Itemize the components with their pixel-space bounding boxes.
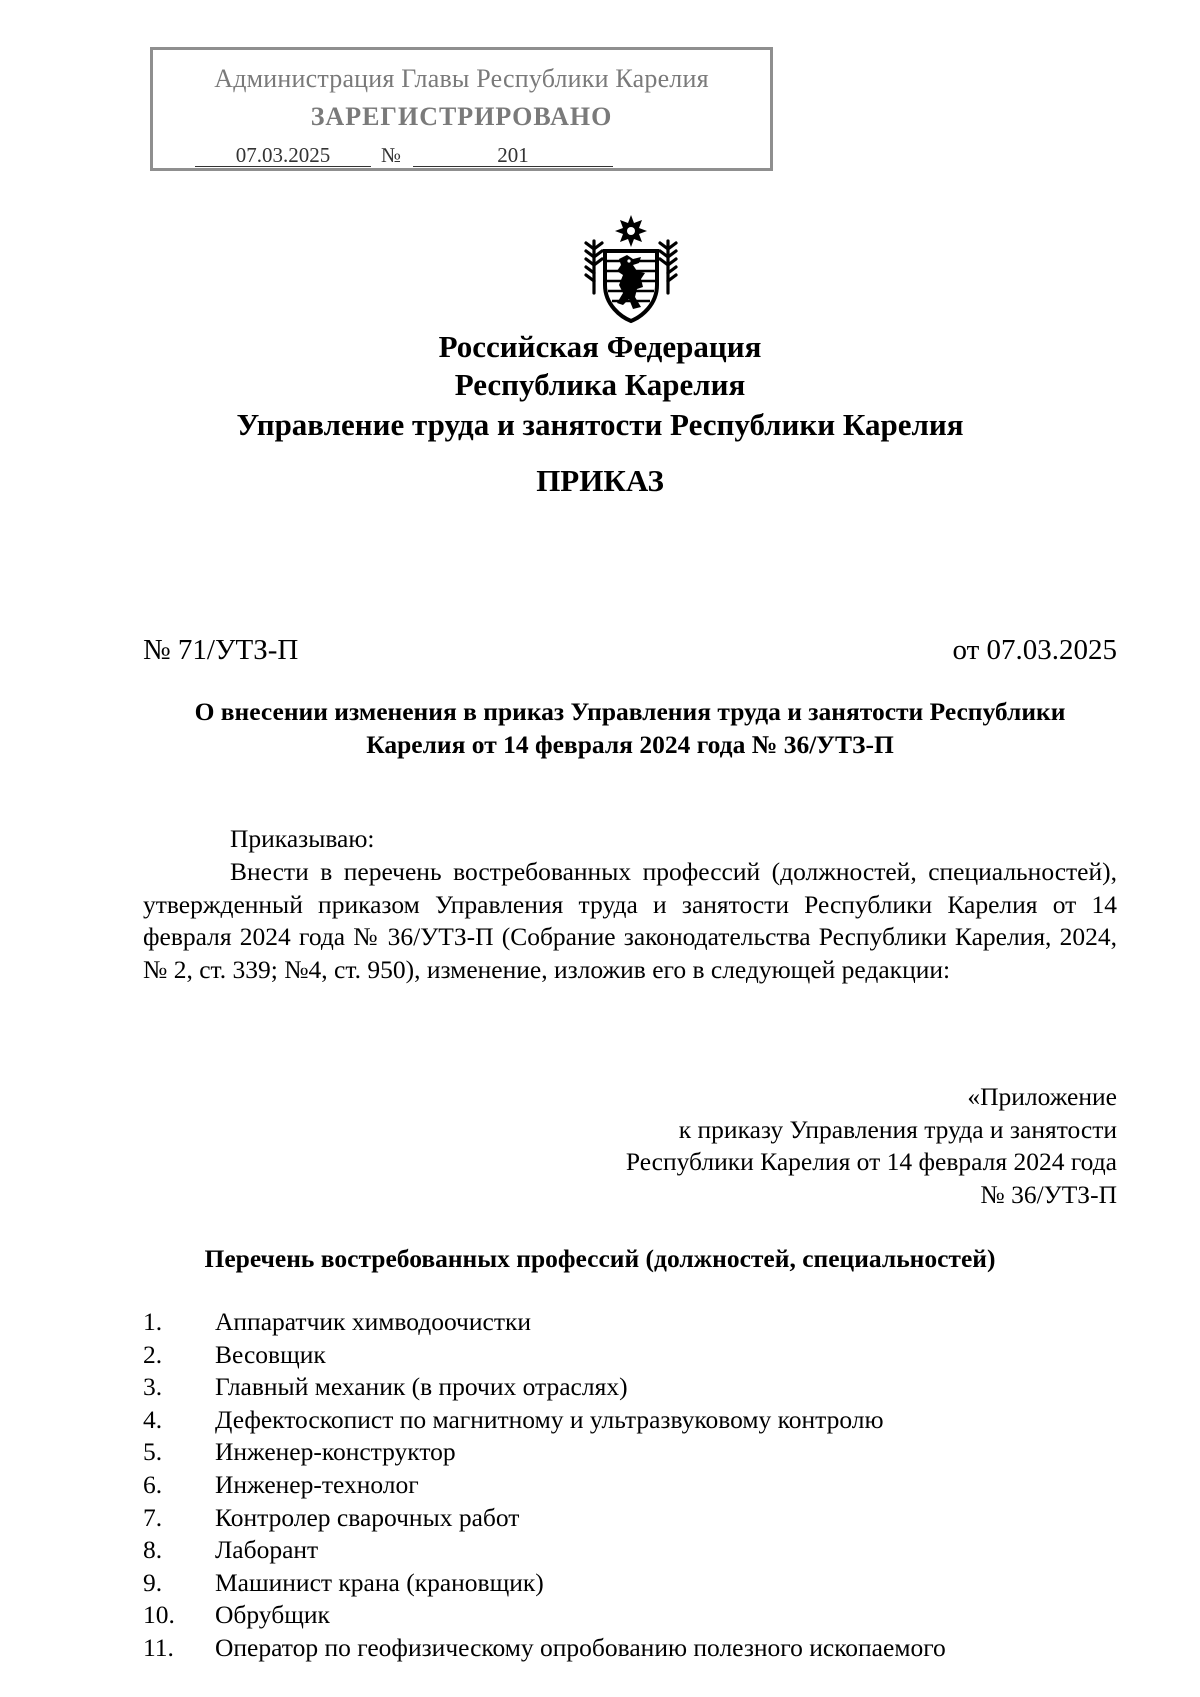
annex-line: «Приложение — [967, 1082, 1117, 1111]
stamp-number-label: № — [381, 143, 402, 167]
order-intro: Приказываю: — [230, 824, 375, 853]
list-item-number: 6. — [143, 1469, 163, 1499]
annex-line: Республики Карелия от 14 февраля 2024 года — [625, 1147, 1117, 1176]
profession-list — [143, 1306, 1117, 1665]
list-item-text: Обрубщик — [215, 1600, 330, 1630]
annex-reference — [626, 1081, 1117, 1211]
list-item-text: Лаборант — [215, 1535, 319, 1565]
order-subject-line: О внесении изменения в приказ Управления труда и занятости Республики — [194, 697, 1066, 726]
header-region: Республика Карелия — [454, 367, 746, 402]
order-paragraph: Внести в перечень востребованных профессий (должностей, специальностей), утвержденный приказом Управления труда и занятости Республики Карелия от 14 февраля 2024 года № 36/УТЗ-П (Собрание законодательства Республики Карелия, 2024, № 2, ст. 339; №4, ст. 950), изменение, изложив его в следующей редакции: — [143, 857, 1117, 984]
stamp-organization: Администрация Главы Республики Карелия — [214, 64, 709, 93]
list-item-number: 2. — [143, 1339, 163, 1369]
list-item-number: 5. — [143, 1437, 163, 1467]
list-item-text: Весовщик — [215, 1339, 326, 1369]
header-authority: Управление труда и занятости Республики Карелия — [236, 407, 964, 442]
stamp-date: 07.03.2025 — [195, 144, 371, 167]
registration-stamp — [150, 47, 773, 171]
list-title: Перечень востребованных профессий (должностей, специальностей) — [204, 1244, 996, 1273]
annex-line: к приказу Управления труда и занятости — [678, 1114, 1117, 1144]
list-item-number: 9. — [143, 1567, 163, 1597]
stamp-status: ЗАРЕГИСТРИРОВАНО — [310, 102, 613, 131]
list-item — [143, 1469, 1117, 1502]
list-item-number: 8. — [143, 1535, 163, 1565]
list-item — [143, 1339, 1117, 1372]
order-number: № 71/УТЗ-П — [143, 634, 299, 666]
list-item-text: Главный механик (в прочих отраслях) — [215, 1372, 628, 1402]
list-item — [143, 1632, 1117, 1665]
order-subject-line: Карелия от 14 февраля 2024 года № 36/УТЗ-П — [366, 730, 894, 759]
list-item — [143, 1436, 1117, 1469]
header-country: Российская Федерация — [438, 329, 762, 364]
list-item-text: Инженер-конструктор — [215, 1437, 456, 1467]
list-item-number: 7. — [143, 1502, 163, 1532]
list-item — [143, 1404, 1117, 1437]
list-item-text: Дефектоскопист по магнитному и ультразвуковому контролю — [215, 1404, 884, 1434]
karelia-coat-of-arms-icon — [583, 213, 679, 325]
document-type: ПРИКАЗ — [536, 463, 664, 498]
list-item — [143, 1567, 1117, 1600]
list-item-text: Машинист крана (крановщик) — [215, 1567, 544, 1597]
list-item-number: 3. — [143, 1372, 163, 1402]
annex-line: № 36/УТЗ-П — [980, 1179, 1117, 1209]
stamp-number: 201 — [413, 144, 613, 167]
list-item-text: Аппаратчик химводоочистки — [215, 1307, 532, 1336]
order-date: от 07.03.2025 — [952, 634, 1117, 666]
list-item-number: 1. — [143, 1307, 163, 1336]
list-item-text: Оператор по геофизическому опробованию полезного ископаемого — [215, 1632, 946, 1662]
list-item-text: Контролер сварочных работ — [215, 1502, 520, 1532]
list-item-number: 10. — [143, 1600, 175, 1630]
list-item — [143, 1371, 1117, 1404]
order-subject — [143, 695, 1117, 761]
list-item-text: Инженер-технолог — [215, 1469, 419, 1499]
list-item-number: 11. — [143, 1632, 174, 1662]
list-item — [143, 1599, 1117, 1632]
list-item — [143, 1306, 1117, 1339]
list-item-number: 4. — [143, 1404, 163, 1434]
list-item — [143, 1534, 1117, 1567]
list-item — [143, 1502, 1117, 1535]
